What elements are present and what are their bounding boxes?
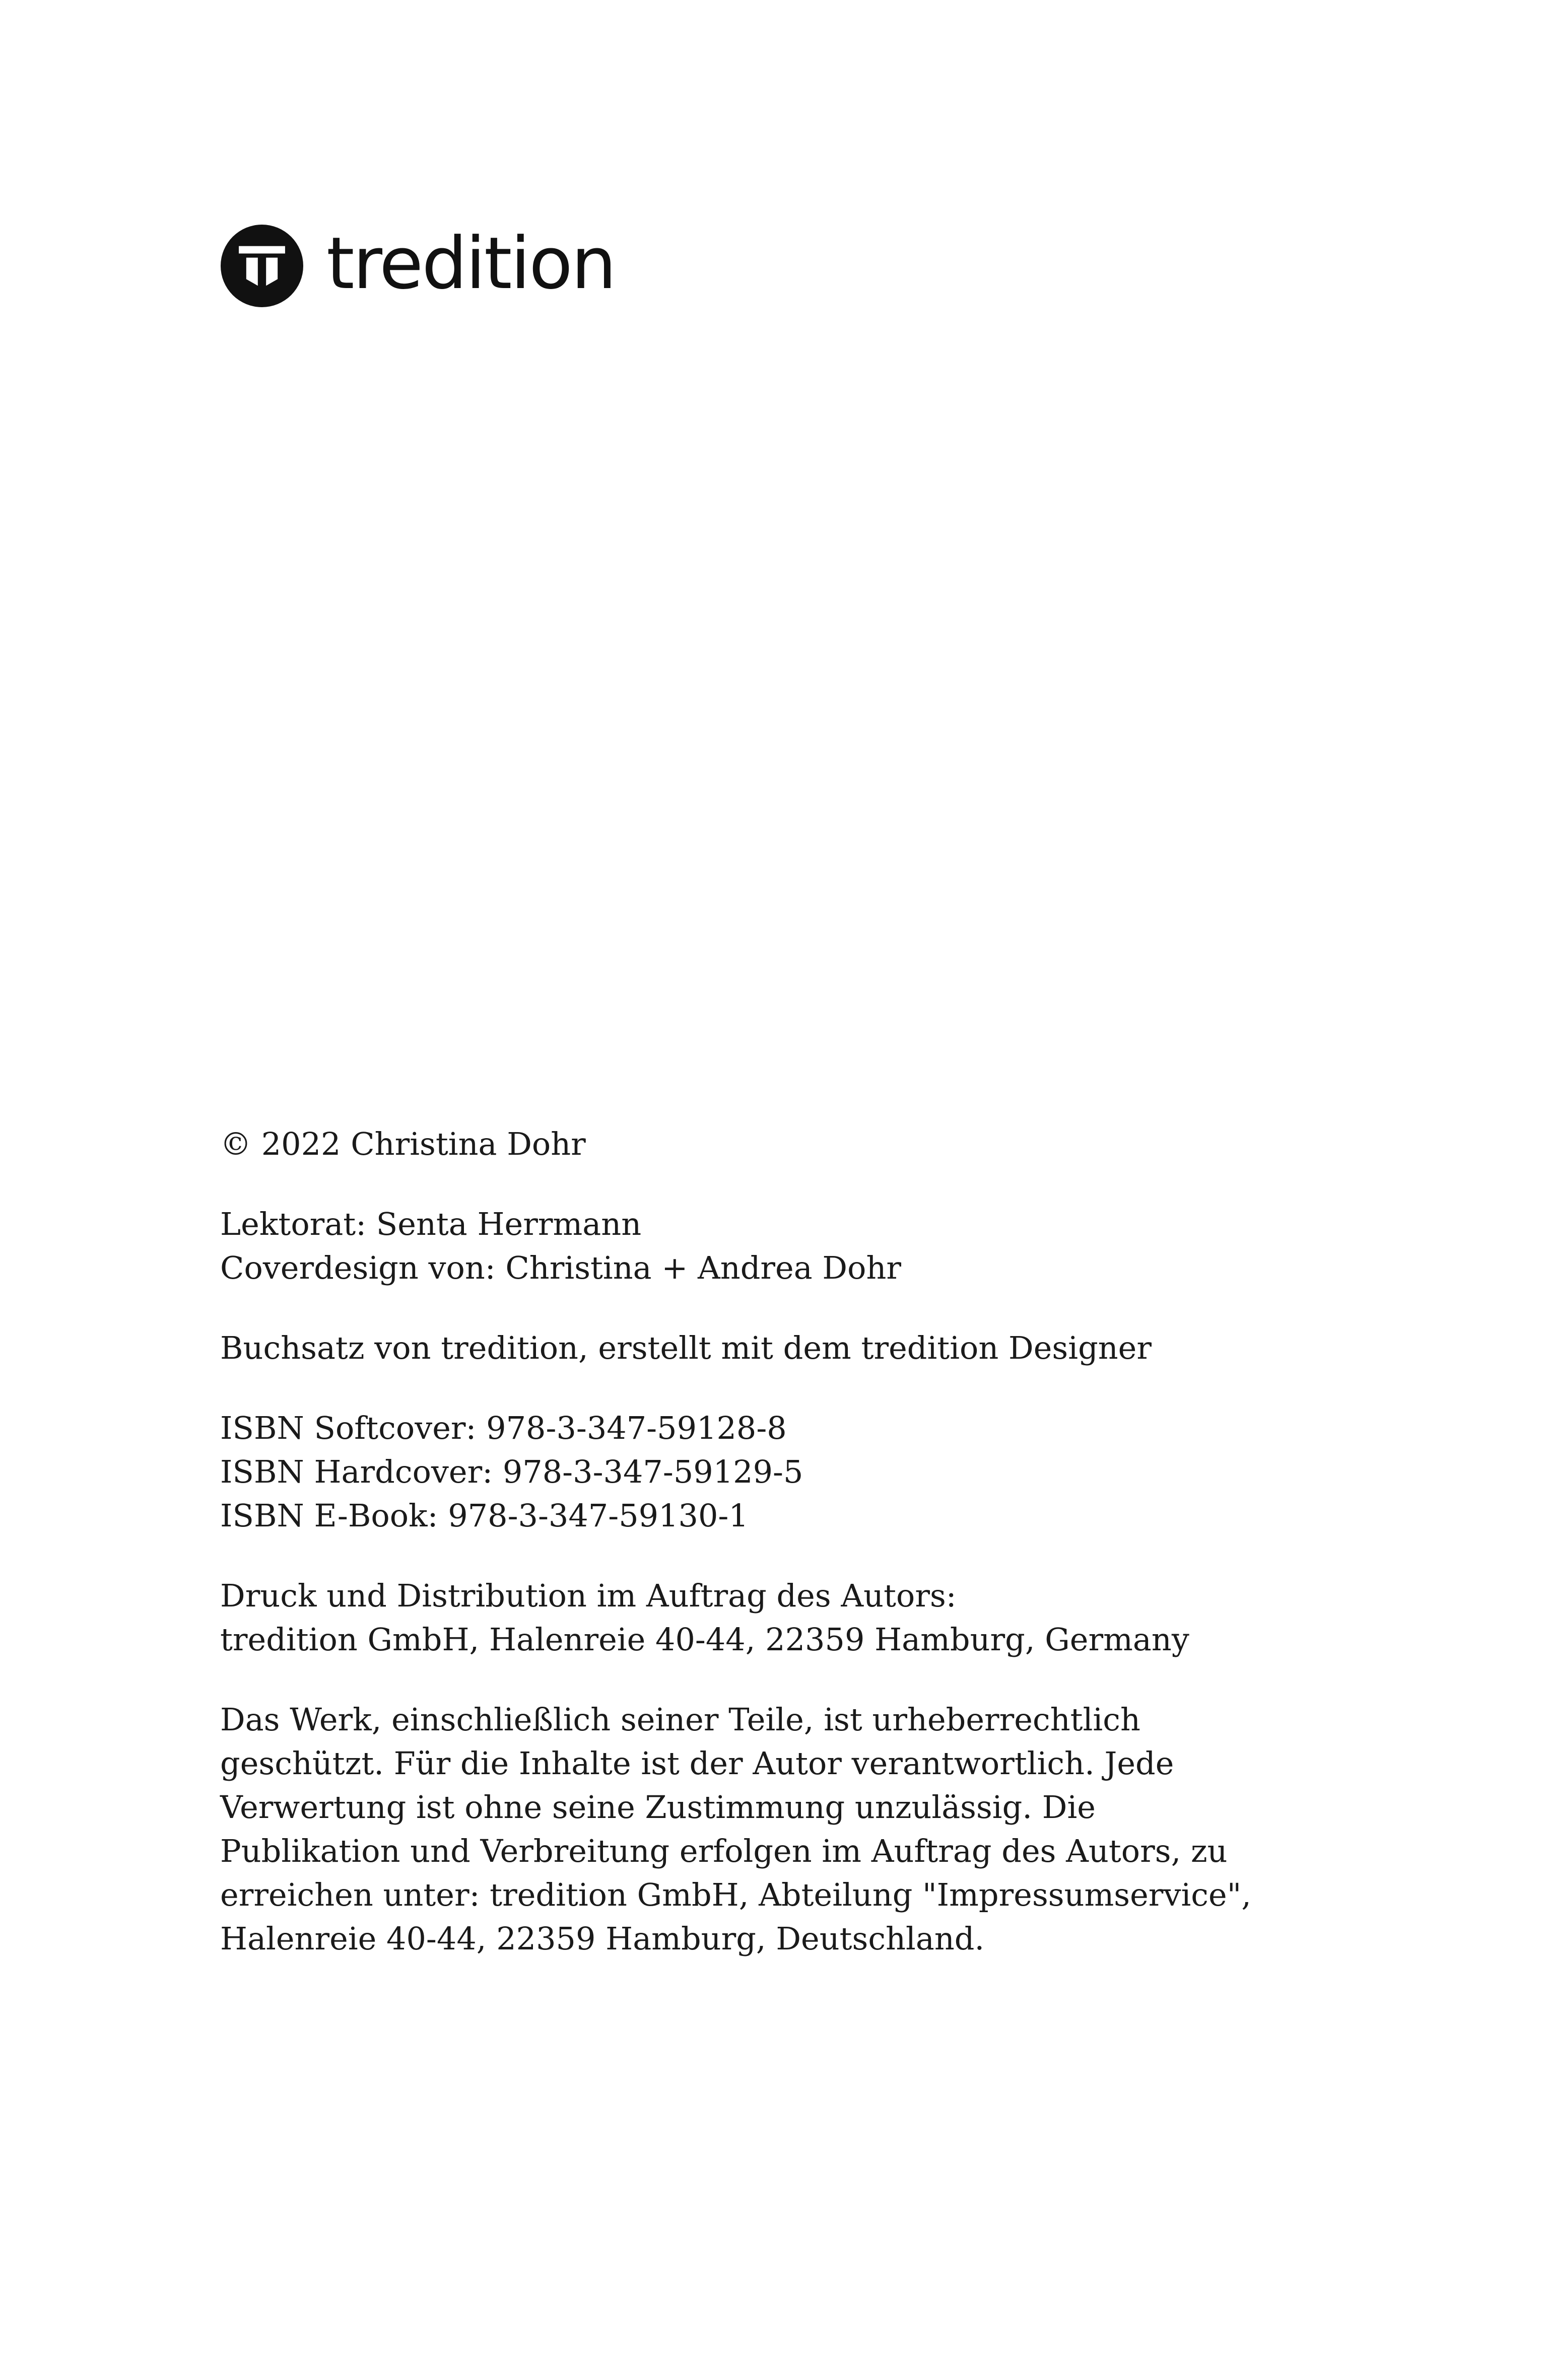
distribution-section: [220, 1574, 1328, 1661]
isbn-section: [220, 1406, 1328, 1537]
distribution-line: Druck und Distribution im Auftrag des Autors:: [220, 1577, 957, 1614]
legal-line: Halenreie 40-44, 22359 Hamburg, Deutschland.: [220, 1920, 985, 1957]
legal-line: erreichen unter: tredition GmbH, Abteilung "Impressumservice",: [220, 1876, 1251, 1913]
isbn-ebook: ISBN E-Book: 978-3-347-59130-1: [220, 1497, 749, 1534]
legal-line: Publikation und Verbreitung erfolgen im Auftrag des Autors, zu: [220, 1833, 1228, 1869]
credits-section: [220, 1202, 1328, 1290]
tredition-emblem-icon: [221, 225, 303, 307]
isbn-softcover: ISBN Softcover: 978-3-347-59128-8: [220, 1410, 787, 1446]
legal-line: Verwertung ist ohne seine Zustimmung unzulässig. Die: [220, 1789, 1096, 1826]
legal-notice: [220, 1698, 1328, 1961]
publisher-wordmark: tredition: [326, 222, 615, 305]
typesetting-credit: Buchsatz von tredition, erstellt mit dem tredition Designer: [220, 1329, 1152, 1366]
cover-design-credit: Coverdesign von: Christina + Andrea Dohr: [220, 1249, 902, 1286]
legal-line: Das Werk, einschließlich seiner Teile, ist urheberrechtlich: [220, 1701, 1140, 1738]
legal-line: geschützt. Für die Inhalte ist der Autor verantwortlich. Jede: [220, 1745, 1174, 1782]
isbn-hardcover: ISBN Hardcover: 978-3-347-59129-5: [220, 1453, 803, 1490]
copyright-notice: © 2022 Christina Dohr: [220, 1126, 586, 1162]
copyright-section: [220, 1122, 1328, 1166]
imprint-block: [220, 1122, 1328, 1997]
typesetting-section: [220, 1326, 1328, 1370]
editing-credit: Lektorat: Senta Herrmann: [220, 1206, 642, 1242]
publisher-logo: [221, 223, 615, 309]
distribution-address: tredition GmbH, Halenreie 40-44, 22359 Hamburg, Germany: [220, 1621, 1189, 1658]
